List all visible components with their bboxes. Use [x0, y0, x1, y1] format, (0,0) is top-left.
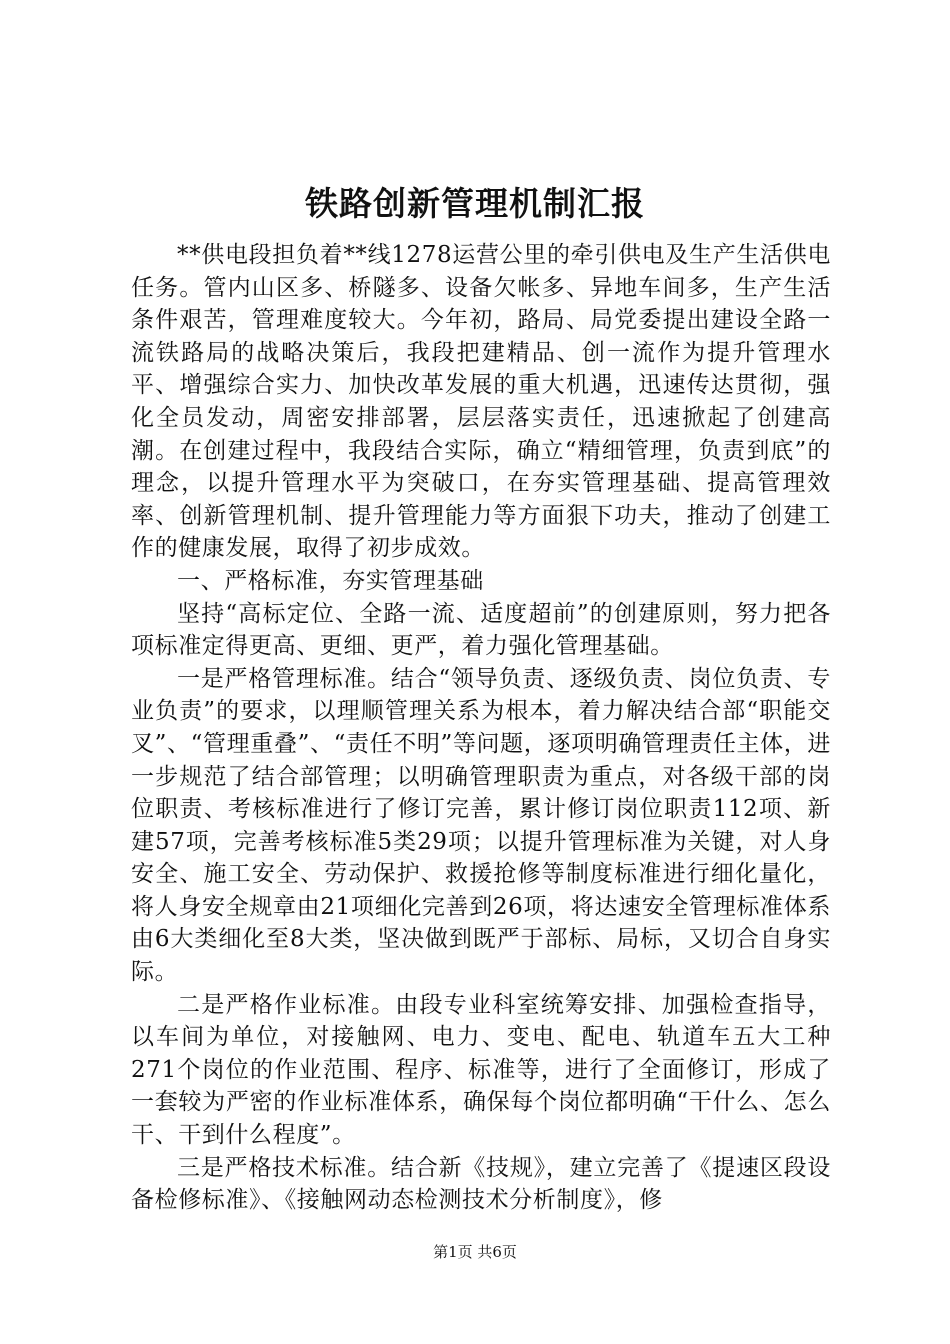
paragraph-technical-standard: 三是严格技术标准。结合新《技规》，建立完善了《提速区段设备检修标准》、《接触网动态检测技术分析制度》，修	[131, 1154, 831, 1214]
paragraph-management-standard: 一是严格管理标准。结合“领导负责、逐级负责、岗位负责、专业负责”的要求，以理顺管理关系为根本，着力解决结合部“职能交叉”、“管理重叠”、“责任不明”等问题，逐项明确管理责任主体，进一步规范了结合部管理；以明确管理职责为重点，对各级干部的岗位职责、考核标准进行了修订完善，累计修订岗位职责112项、新建57项，完善考核标准5类29项；以提升管理标准为关键，对人身安全、施工安全、劳动保护、救援抢修等制度标准进行细化量化，将人身安全规章由21项细化完善到26项，将达速安全管理标准体系由6大类细化至8大类，坚决做到既严于部标、局标，又切合自身实际。	[131, 665, 831, 986]
paragraph-operation-standard: 二是严格作业标准。由段专业科室统筹安排、加强检查指导，以车间为单位，对接触网、电力、变电、配电、轨道车五大工种271个岗位的作业范围、程序、标准等，进行了全面修订，形成了一套较为严密的作业标准体系，确保每个岗位都明确“干什么、怎么干、干到什么程度”。	[131, 991, 831, 1149]
section-heading-1: 一、严格标准，夯实管理基础	[177, 567, 484, 594]
page-footer: 第1页 共6页	[433, 1243, 517, 1261]
document-body	[131, 239, 831, 1217]
document-title: 铁路创新管理机制汇报	[305, 184, 645, 223]
paragraph-intro: **供电段担负着**线1278运营公里的牵引供电及生产生活供电任务。管内山区多、桥隧多、设备欠帐多、异地车间多，生产生活条件艰苦，管理难度较大。今年初，路局、局党委提出建设全路一流铁路局的战略决策后，我段把建精品、创一流作为提升管理水平、增强综合实力、加快改革发展的重大机遇，迅速传达贯彻，强化全员发动，周密安排部署，层层落实责任，迅速掀起了创建高潮。在创建过程中，我段结合实际，确立“精细管理，负责到底”的理念，以提升管理水平为突破口，在夯实管理基础、提高管理效率、创新管理机制、提升管理能力等方面狠下功夫，推动了创建工作的健康发展，取得了初步成效。	[131, 242, 831, 562]
paragraph-principle: 坚持“高标定位、全路一流、适度超前”的创建原则，努力把各项标准定得更高、更细、更严，着力强化管理基础。	[131, 600, 831, 660]
